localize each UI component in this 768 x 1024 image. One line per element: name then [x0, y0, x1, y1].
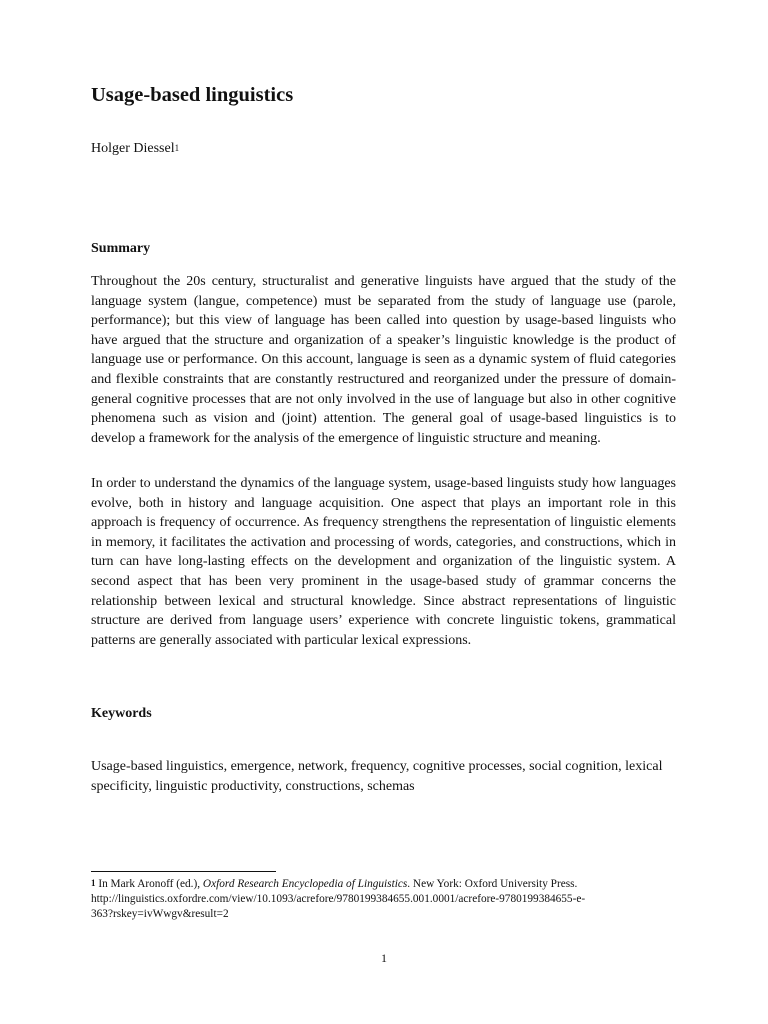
page-number: 1	[381, 951, 387, 965]
footnote-publisher: . New York: Oxford University Press.	[407, 878, 578, 890]
author-footnote-mark[interactable]: 1	[174, 143, 180, 153]
keywords-list: Usage-based linguistics, emergence, network, frequency, cognitive processes, social cognition, lexical specificity, linguistic productivity, constructions, schemas	[91, 759, 663, 794]
footnote-source-title: Oxford Research Encyclopedia of Linguistics	[202, 878, 408, 890]
footnote-url-line-1[interactable]: http://linguistics.oxfordre.com/view/10.1093/acrefore/9780199384655.001.0001/acrefore-9780199384655-e-	[91, 893, 586, 905]
summary-paragraph-1: Throughout the 20s century, structuralist and generative linguists have argued that the study of the language system (langue, competence) must be separated from the study of language use (parole, performance); but this view of language has been called into question by usage-based linguists who have argued that the structure and organization of a speaker’s linguistic knowledge is the product of language use or performance. On this account, language is seen as a dynamic system of fluid categories and flexible constraints that are constantly restructured and reorganized under the pressure of domain-general cognitive processes that are not only involved in the use of language but also in other cognitive phenomena such as vision and (joint) attention. The general goal of usage-based linguistics is to develop a framework for the analysis of the emergence of linguistic structure and meaning.	[91, 274, 676, 446]
author-line	[91, 140, 179, 158]
footnote-url-line-2[interactable]: 363?rskey=ivWwgv&result=2	[91, 908, 229, 920]
footnote-separator	[91, 871, 276, 872]
document-page	[91, 0, 676, 1024]
keywords-heading: Keywords	[91, 706, 152, 721]
footnote	[91, 877, 676, 922]
summary-heading: Summary	[91, 241, 151, 256]
document-title: Usage-based linguistics	[91, 84, 294, 106]
footnote-prefix: In Mark Aronoff (ed.),	[95, 878, 203, 890]
summary-paragraph-2: In order to understand the dynamics of the language system, usage-based linguists study how languages evolve, both in history and language acquisition. One aspect that plays an important role in this approach is frequency of occurrence. As frequency strengthens the representation of linguistic elements in memory, it facilitates the activation and processing of words, categories, and constructions, which in turn can have long-lasting effects on the development and organization of the linguistic system. A second aspect that has been very prominent in the usage-based study of grammar concerns the relationship between lexical and structural knowledge. Since abstract representations of linguistic structure are derived from language users’ experience with concrete linguistic tokens, grammatical patterns are generally associated with particular lexical expressions.	[91, 476, 676, 648]
author-name: Holger Diessel	[91, 141, 175, 156]
footnote-mark: 1	[91, 878, 96, 888]
